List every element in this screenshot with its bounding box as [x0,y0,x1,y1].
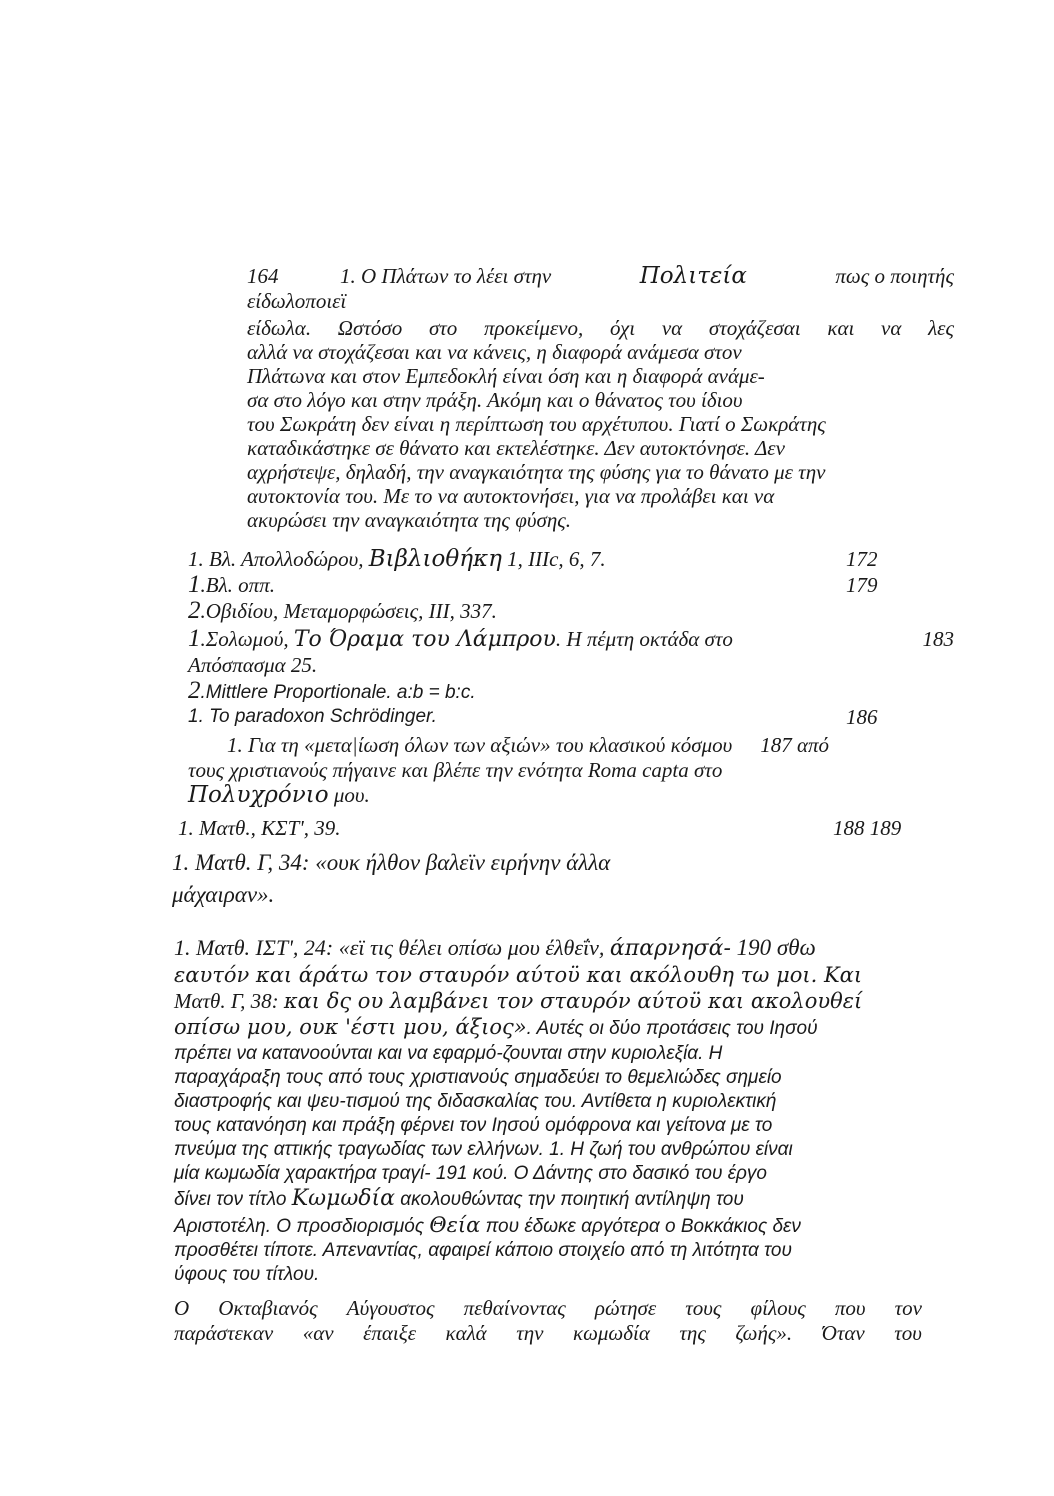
paragraph-3-line: Ο Οκταβιανός Αύγουστος πεθαίνοντας ρώτησε τους φίλους που τον [174,1296,922,1320]
note-189: 1. Ματθ. Γ, 34: «ουκ ήλθον βαλεϊν ειρήνην άλλα [172,850,611,875]
paragraph-2 [174,935,924,1287]
note-page-ref: 179 [846,573,878,597]
header-line-2: είδωλοποιεϊ [247,289,347,313]
page-number: 164 [247,264,279,288]
note-mittlere: 2.Mittlere Proportionale. a:b = b:c. [188,677,476,704]
paragraph-2-line: πρέπει να κατανοούνται και να εφαρμό-ζουνται στην κυριολεξία. Η [174,1043,723,1064]
note-page-ref: 186 [846,705,878,729]
note-183: 1.Σολωμού, Το Όραμα του Λάμπρου. Η πέμτη οκτάδα στο 183 [188,625,954,652]
paragraph-2-line: Αριστοτέλη. Ο προσδιορισμός Θεία που έδωκε αργότερα ο Βοκκάκιος δεν [174,1213,801,1237]
note-179: 1.Βλ. οππ. [188,571,275,598]
note-page-ref: 183 [922,627,954,651]
paragraph-1-line: αυτοκτονία του. Με το να αυτοκτονήσει, για να προλάβει και να [247,484,775,508]
paragraph-2-line: δίνει τον τίτλο Κωμωδία ακολουθώντας την ποιητική αντίληψη του [174,1186,744,1211]
note-ovid: 2.Οβιδίου, Μεταμορφώσεις, III, 337. [188,597,497,624]
paragraph-3 [174,1296,922,1346]
paragraph-1-line: ακυρώσει την αναγκαιότητα της φύσης. [247,508,572,532]
paragraph-2-line: εαυτόν και άράτω τον σταυρόν αύτοϋ και ακόλουθη τω μοι. Και [174,963,863,987]
paragraph-2-line: πνεύμα της αττικής τραγωδίας των ελλήνων. 1. Η ζωή του ανθρώπου είναι [174,1139,793,1160]
header-lead: 1. Ο Πλάτων το λέει στην [340,264,552,288]
paragraph-1-line: σα στο λόγο και στην πράξη. Ακόμη και ο θάνατος του ίδιου [247,388,743,412]
paragraph-2-line: τους κατανόηση και πράξη φέρνει τον Ιησού ομόφρονα και γείτονα με το [174,1115,773,1136]
header-tail: πως ο ποιητής [835,264,954,288]
paragraph-2-line: διαστροφής και ψευ-τισμού της διδασκαλίας του. Αντίθετα η κυριολεκτική [174,1091,777,1112]
note-187-line-2: τους χριστιανούς πήγαινε και βλέπε την ενότητα Roma capta στο [188,758,723,782]
note-186: 1. To paradoxon Schrödinger. [188,706,437,727]
paragraph-2-line: Ματθ. Γ, 38: και δς ου λαμβάνει τον σταυρόν αύτοϋ και ακολουθεί [174,989,863,1013]
note-172: 1. Βλ. Απολλοδώρου, Βιβλιοθήκη 1, IIIc, 6, 7. [188,546,606,572]
note-183-line-2: Απόσπασμα 25. [188,653,318,677]
paragraph-2-line: παραχάραξη τους από τους χριστιανούς σημαδεύει το θεμελιώδες σημείο [174,1067,782,1088]
note-187: 1. Για τη «μετα|ίωση όλων των αξιών» του κλασικού κόσμου 187 από [227,733,830,757]
paragraph-2-line: προσθέτει τίποτε. Απεναντίας, αφαιρεί κάποιο στοιχείο από τη λιτότητα του [174,1240,792,1261]
paragraph-2-line: ύφους του τίτλου. [174,1264,320,1285]
header-work-title: Πολιτεία [639,263,747,289]
note-page-ref: 188 189 [833,816,902,840]
note-189-line-2: μάχαιραν». [172,882,275,907]
paragraph-1-line: καταδικάστηκε σε θάνατο και εκτελέστηκε. Δεν αυτοκτόνησε. Δεν [247,436,785,460]
paragraph-1-line: αλλά να στοχάζεσαι και να κάνεις, η διαφορά ανάμεσα στον [247,340,742,364]
header-line [340,264,954,288]
paragraph-1-line: αχρήστεψε, δηλαδή, την αναγκαιότητα της φύσης για το θάνατο με την [247,460,826,484]
paragraph-3-line: παράστεκαν «αν έπαιξε καλά την κωμωδία της ζωής». Όταν του [174,1321,922,1345]
paragraph-2-line: μία κωμωδία χαρακτήρα τραγί- 191 κού. Ο Δάντης στο δασικό του έργο [174,1163,767,1184]
note-page-ref: 172 [846,547,878,571]
note-page-ref: 187 [760,733,792,757]
note-187-line-3: Πολυχρόνιο μου. [188,782,370,808]
note-188: 1. Ματθ., ΚΣΤ', 39. [178,816,341,840]
paragraph-2-line: οπίσω μου, ουκ 'έστι μου, άξιος». Αυτές οι δύο προτάσεις του Ιησού [174,1015,818,1039]
paragraph-1-line: είδωλα. Ωστόσο στο προκείμενο, όχι να στοχάζεσαι και να λες [247,316,954,340]
paragraph-2-line: 1. Ματθ. ΙΣΤ', 24: «εϊ τις θέλει οπίσω μου έλθεΐν, άπαρνησά- 190 σθω [174,935,816,961]
paragraph-1 [247,316,954,532]
paragraph-1-line: Πλάτωνα και στον Εμπεδοκλή είναι όση και η διαφορά ανάμε- [247,364,765,388]
paragraph-1-line: του Σωκράτη δεν είναι η περίπτωση του αρχέτυπου. Γιατί ο Σωκράτης [247,412,826,436]
